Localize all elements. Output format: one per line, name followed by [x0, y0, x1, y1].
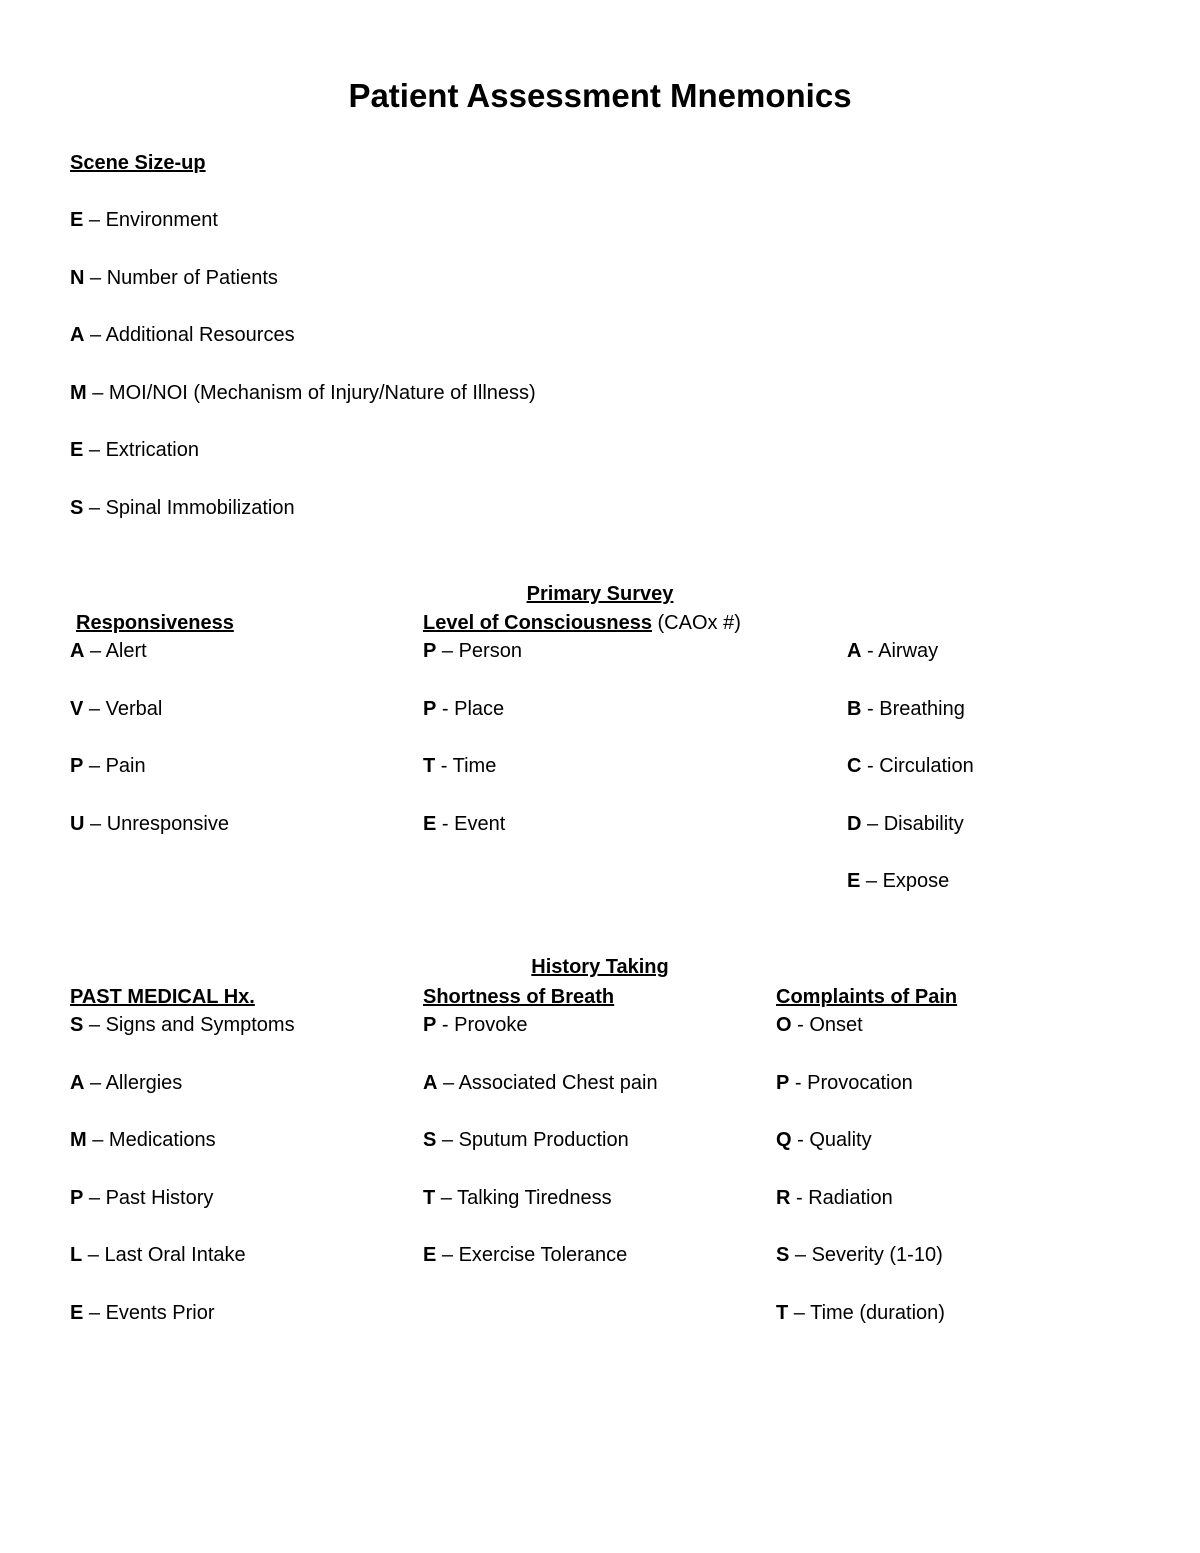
mnemonic-letter: P	[423, 697, 437, 720]
mnemonic-separator: –	[83, 439, 106, 462]
primary-survey-heading: Primary Survey	[526, 583, 674, 605]
mnemonic-text: Expose	[882, 870, 950, 893]
mnemonic-letter: T	[423, 755, 436, 778]
mnemonic-separator: –	[83, 755, 106, 778]
mnemonic-letter: R	[776, 1186, 791, 1209]
mnemonic-text: Quality	[809, 1129, 872, 1152]
mnemonic-separator: -	[861, 640, 879, 662]
mnemonic-separator: –	[83, 1301, 106, 1324]
mnemonic-separator: -	[436, 697, 455, 720]
mnemonic-text: MOI/NOI (Mechanism of Injury/Nature of Illness)	[108, 381, 536, 404]
mnemonic-separator: -	[435, 755, 453, 778]
mnemonic-letter: L	[70, 1244, 83, 1267]
mnemonic-separator: –	[82, 1244, 105, 1267]
mnemonic-text: Severity (1-10)	[811, 1244, 943, 1267]
mnemonic-text: Last Oral Intake	[104, 1244, 246, 1267]
mnemonic-letter: A	[70, 640, 85, 662]
mnemonic-item	[776, 1185, 945, 1243]
mnemonic-item	[70, 380, 536, 438]
mnemonic-text: Circulation	[879, 755, 974, 778]
mnemonic-item	[70, 811, 229, 869]
mnemonic-text: Airway	[878, 640, 939, 662]
mnemonic-separator: –	[83, 1014, 106, 1036]
mnemonic-letter: A	[847, 640, 862, 662]
mnemonic-text: Events Prior	[105, 1301, 215, 1324]
mnemonic-item	[423, 696, 522, 754]
mnemonic-text: Medications	[108, 1129, 216, 1152]
mnemonic-text: Additional Resources	[105, 324, 295, 347]
mnemonic-item	[423, 811, 522, 869]
mnemonic-text: Breathing	[879, 697, 965, 720]
mnemonic-item	[70, 265, 536, 323]
mnemonic-letter: S	[423, 1129, 437, 1152]
mnemonic-separator: -	[436, 1014, 455, 1036]
responsiveness-heading	[76, 610, 234, 636]
mnemonic-separator: –	[84, 324, 106, 347]
mnemonic-text: Place	[454, 697, 505, 720]
mnemonic-letter: D	[847, 812, 862, 835]
mnemonic-item	[776, 1012, 945, 1070]
mnemonic-letter: P	[776, 1071, 790, 1094]
mnemonic-text: Disability	[883, 812, 964, 835]
mnemonic-item	[423, 1185, 658, 1243]
mnemonic-letter: N	[70, 266, 85, 289]
mnemonic-text: Event	[454, 812, 506, 835]
mnemonic-item	[70, 322, 536, 380]
mnemonic-text: Time (duration)	[810, 1301, 945, 1324]
mnemonic-item	[70, 1070, 295, 1128]
mnemonic-text: Radiation	[808, 1186, 893, 1209]
mnemonic-text: Allergies	[105, 1071, 183, 1094]
mnemonic-letter: E	[423, 1244, 437, 1267]
mnemonic-text: Pain	[105, 755, 146, 778]
past-medical-heading-text: PAST MEDICAL Hx.	[70, 986, 255, 1008]
consciousness-list	[423, 638, 522, 868]
mnemonic-item	[847, 638, 974, 696]
mnemonic-letter: S	[70, 1014, 84, 1036]
mnemonic-letter: E	[847, 870, 861, 893]
mnemonic-separator: -	[861, 755, 880, 778]
scene-size-up-list	[70, 207, 536, 553]
mnemonic-separator: -	[436, 812, 455, 835]
mnemonic-text: Time	[452, 755, 497, 778]
mnemonic-letter: M	[70, 1129, 87, 1152]
mnemonic-text: Past History	[105, 1186, 214, 1209]
complaints-of-pain-list	[776, 1012, 945, 1358]
mnemonic-text: Signs and Symptoms	[105, 1014, 295, 1036]
mnemonic-letter: Q	[776, 1129, 792, 1152]
mnemonic-item	[847, 696, 974, 754]
mnemonic-item	[70, 1242, 295, 1300]
mnemonic-item	[847, 868, 974, 926]
mnemonic-separator: -	[789, 1071, 808, 1094]
scene-size-up-heading: Scene Size-up	[70, 152, 206, 174]
mnemonic-letter: E	[423, 812, 437, 835]
mnemonic-letter: O	[776, 1014, 792, 1036]
mnemonic-letter: S	[70, 496, 84, 519]
mnemonic-text: Talking Tiredness	[457, 1186, 612, 1209]
mnemonic-text: Provocation	[807, 1071, 913, 1094]
page-title: Patient Assessment Mnemonics	[348, 77, 852, 114]
mnemonic-letter: U	[70, 812, 85, 835]
consciousness-heading	[423, 610, 741, 636]
mnemonic-item	[776, 1070, 945, 1128]
mnemonic-item	[776, 1242, 945, 1300]
mnemonic-letter: E	[70, 1301, 84, 1324]
mnemonic-separator: –	[436, 640, 459, 662]
mnemonic-separator: –	[83, 697, 106, 720]
responsiveness-list	[70, 638, 229, 868]
mnemonic-letter: A	[423, 1071, 438, 1094]
mnemonic-text: Number of Patients	[106, 266, 278, 289]
mnemonic-text: Extrication	[105, 439, 199, 462]
mnemonic-text: Onset	[809, 1014, 863, 1036]
mnemonic-separator: -	[791, 1129, 810, 1152]
mnemonic-separator: –	[789, 1244, 812, 1267]
mnemonic-item	[70, 696, 229, 754]
mnemonic-letter: T	[776, 1301, 789, 1324]
mnemonic-separator: –	[83, 496, 106, 519]
mnemonic-item	[423, 638, 522, 696]
mnemonic-item	[423, 1070, 658, 1128]
shortness-of-breath-heading-text: Shortness of Breath	[423, 986, 615, 1008]
mnemonic-item	[423, 1127, 658, 1185]
mnemonic-text: Environment	[105, 209, 218, 231]
mnemonic-separator: –	[86, 381, 109, 404]
mnemonic-letter: P	[423, 640, 437, 662]
mnemonic-item	[70, 437, 536, 495]
responsiveness-heading-text: Responsiveness	[76, 612, 234, 634]
mnemonic-letter: E	[70, 439, 84, 462]
mnemonic-separator: –	[84, 1071, 106, 1094]
mnemonic-separator: –	[86, 1129, 109, 1152]
mnemonic-separator: –	[83, 209, 106, 231]
complaints-of-pain-heading-text: Complaints of Pain	[776, 986, 958, 1008]
mnemonic-letter: M	[70, 381, 87, 404]
mnemonic-letter: T	[423, 1186, 436, 1209]
mnemonic-item	[423, 753, 522, 811]
consciousness-heading-text: Level of Consciousness	[423, 612, 652, 634]
mnemonic-item	[70, 1012, 295, 1070]
mnemonic-letter: A	[70, 324, 85, 347]
mnemonic-text: Verbal	[105, 697, 163, 720]
mnemonic-letter: A	[70, 1071, 85, 1094]
mnemonic-separator: –	[84, 266, 107, 289]
mnemonic-separator: –	[83, 1186, 106, 1209]
mnemonic-separator: –	[437, 1071, 459, 1094]
shortness-of-breath-heading	[423, 984, 614, 1010]
mnemonic-item	[70, 207, 536, 265]
mnemonic-text: Unresponsive	[106, 812, 229, 835]
mnemonic-item	[847, 811, 974, 869]
mnemonic-separator: -	[790, 1186, 809, 1209]
mnemonic-item	[70, 753, 229, 811]
mnemonic-separator: –	[436, 1244, 459, 1267]
mnemonic-letter: P	[423, 1014, 437, 1036]
mnemonic-letter: B	[847, 697, 862, 720]
mnemonic-text: Spinal Immobilization	[105, 496, 295, 519]
mnemonic-text: Provoke	[454, 1014, 528, 1036]
mnemonic-separator: –	[84, 812, 107, 835]
abcde-list	[847, 638, 974, 926]
mnemonic-item	[70, 495, 536, 553]
mnemonic-item	[70, 1185, 295, 1243]
mnemonic-letter: E	[70, 209, 84, 231]
mnemonic-text: Associated Chest pain	[458, 1071, 658, 1094]
mnemonic-item	[847, 753, 974, 811]
history-taking-heading: History Taking	[531, 956, 669, 978]
mnemonic-separator: –	[861, 812, 884, 835]
mnemonic-separator: –	[436, 1129, 459, 1152]
mnemonic-separator: –	[84, 640, 106, 662]
mnemonic-letter: S	[776, 1244, 790, 1267]
mnemonic-separator: –	[435, 1186, 458, 1209]
mnemonic-item	[776, 1300, 945, 1358]
mnemonic-letter: P	[70, 1186, 84, 1209]
mnemonic-text: Exercise Tolerance	[458, 1244, 628, 1267]
mnemonic-text: Alert	[105, 640, 147, 662]
mnemonic-text: Person	[458, 640, 522, 662]
past-medical-list	[70, 1012, 295, 1358]
mnemonic-separator: -	[861, 697, 880, 720]
mnemonic-letter: C	[847, 755, 862, 778]
mnemonic-item	[70, 638, 229, 696]
mnemonic-letter: P	[70, 755, 84, 778]
mnemonic-separator: –	[788, 1301, 811, 1324]
mnemonic-text: Sputum Production	[458, 1129, 629, 1152]
mnemonic-separator: –	[860, 870, 883, 893]
mnemonic-item	[776, 1127, 945, 1185]
mnemonic-item	[423, 1242, 658, 1300]
mnemonic-letter: V	[70, 697, 84, 720]
shortness-of-breath-list	[423, 1012, 658, 1300]
past-medical-heading	[70, 984, 255, 1010]
mnemonic-separator: -	[791, 1014, 810, 1036]
consciousness-heading-suffix: (CAOx #)	[651, 612, 741, 634]
mnemonic-item	[70, 1127, 295, 1185]
complaints-of-pain-heading	[776, 984, 957, 1010]
mnemonic-item	[423, 1012, 658, 1070]
mnemonic-item	[70, 1300, 295, 1358]
